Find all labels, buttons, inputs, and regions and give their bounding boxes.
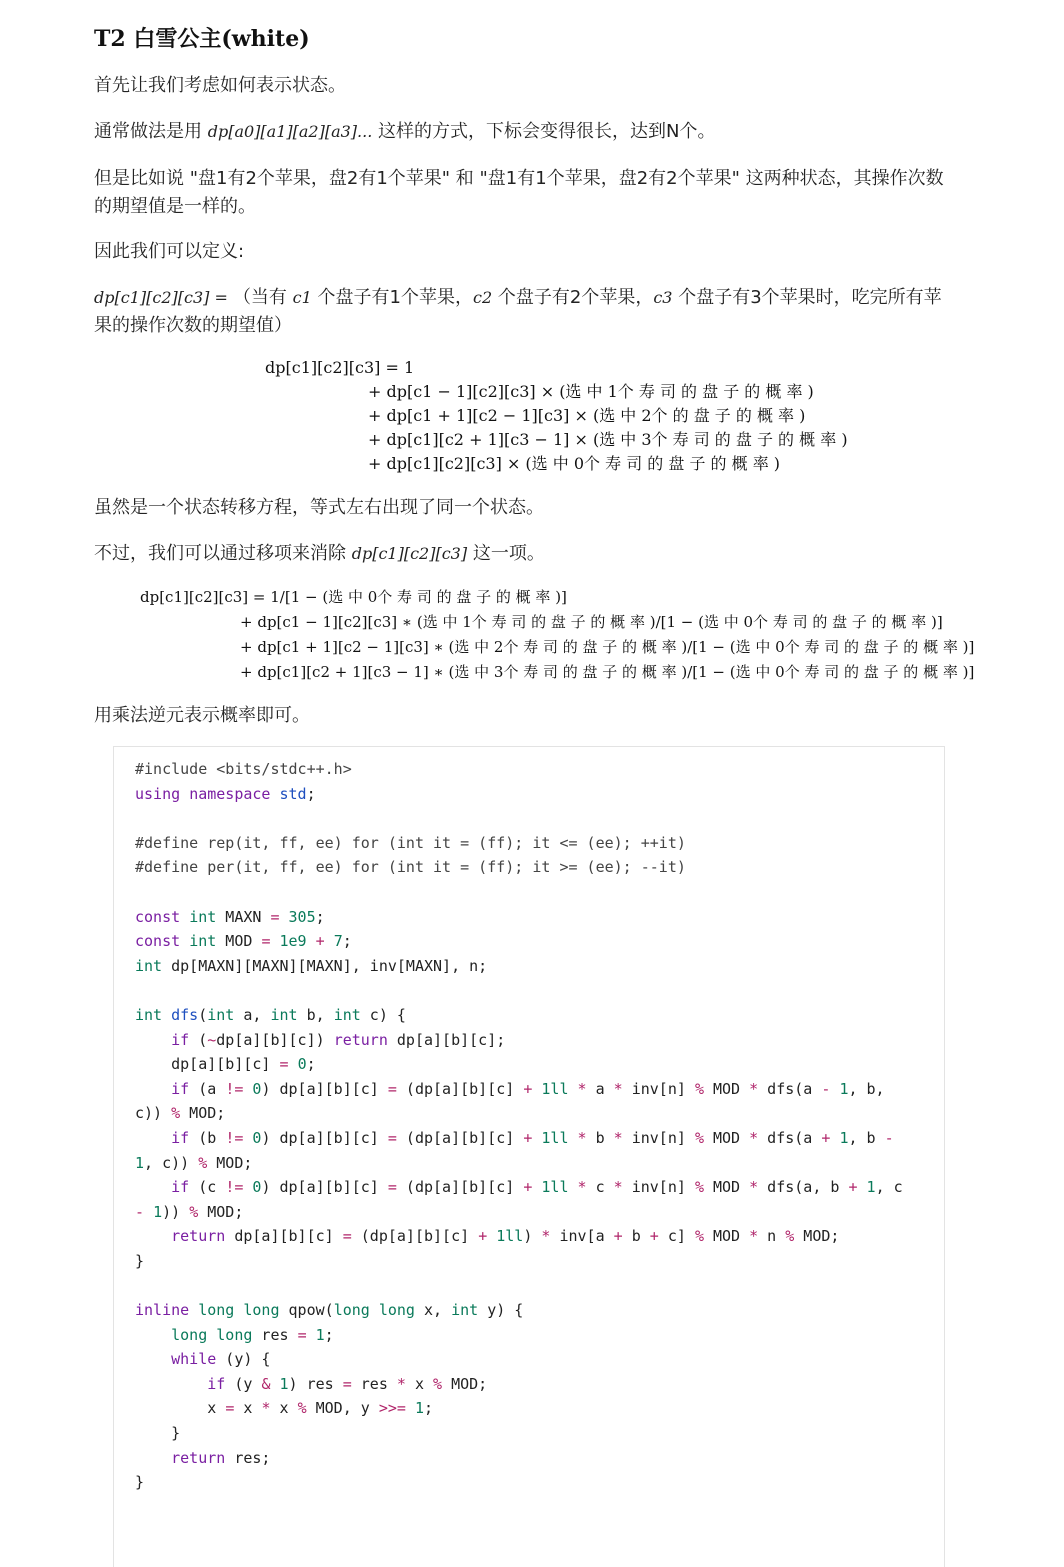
text: 个盘子有3个苹果时，吃完所有苹果的操作次数的期望值） (94, 287, 942, 336)
text: （当有 (232, 287, 293, 308)
text: 个盘子有2个苹果， (492, 287, 654, 308)
text: 这一项。 (467, 543, 545, 564)
math-inline: dp[c1][c2][c3] = (94, 288, 233, 307)
equation-line: + dp[c1][c2 + 1][c3 − 1] × (选 中 3个 寿 司 的 盘 子 的 概 率 ) (368, 430, 848, 449)
code-block[interactable] (113, 746, 945, 1567)
paragraph-state: 首先让我们考虑如何表示状态。 (94, 75, 346, 96)
equation-line: dp[c1][c2][c3] = 1 (265, 358, 415, 377)
paragraph-note: 虽然是一个状态转移方程，等式左右出现了同一个状态。 (94, 497, 544, 518)
text: 这样的方式，下标会变得很长，达到N个。 (372, 121, 716, 142)
paragraph-definition (94, 284, 954, 340)
text: 通常做法是用 (94, 121, 208, 142)
paragraph-eliminate (94, 540, 954, 568)
equation-line: + dp[c1 + 1][c2 − 1][c3] × (选 中 2个 的 盘 子 的 概 率 ) (368, 406, 806, 425)
paragraph-define: 因此我们可以定义: (94, 241, 245, 262)
equation-line: + dp[c1][c2 + 1][c3 − 1] ∗ (选 中 3个 寿 司 的 盘 子 的 概 率 )/[1 − (选 中 0个 寿 司 的 盘 子 的 概 率 )] (240, 663, 975, 681)
math-inline: dp[a0][a1][a2][a3]... (207, 122, 373, 141)
text: 不过，我们可以通过移项来消除 (94, 543, 352, 564)
paragraph-example: 但是比如说 "盘1有2个苹果，盘2有1个苹果" 和 "盘1有1个苹果，盘2有2个苹果" 这两种状态，其操作次数的期望值是一样的。 (94, 168, 944, 217)
math-inline: c3 (653, 288, 673, 307)
text: 个盘子有1个苹果， (311, 287, 473, 308)
equation-line: + dp[c1 + 1][c2 − 1][c3] ∗ (选 中 2个 寿 司 的 盘 子 的 概 率 )/[1 − (选 中 0个 寿 司 的 盘 子 的 概 率 )] (240, 638, 975, 656)
math-inline: c2 (473, 288, 493, 307)
code-content[interactable]: #include <bits/stdc++.h> using namespace std; #define rep(it, ff, ee) for (int it = (ff); it <= (ee); ++it) #define per(it, ff, ee) for (int it = (ff); it >= (ee); --it) const int MAXN = 305; const int MOD = 1e9 + 7; int dp[MAXN][MAXN][MAXN], inv[MAXN], n; int dfs(int a, int b, int c) { if (~dp[a][b][c]) return dp[a][b][c]; dp[a][b][c] = 0; if (a != 0) dp[a][b][c] = (dp[a][b][c] + 1ll * a * inv[n] % MOD * dfs(a - 1, b, c)) % MOD; if (b != 0) dp[a][b][c] = (dp[a][b][c] + 1ll * b * inv[n] % MOD * dfs(a + 1, b - 1, c)) % MOD; if (c != 0) dp[a][b][c] = (dp[a][b][c] + 1ll * c * inv[n] % MOD * dfs(a, b + 1, c - 1)) % MOD; return dp[a][b][c] = (dp[a][b][c] + 1ll) * inv[a + b + c] % MOD * n % MOD; } inline long long qpow(long long x, int y) { long long res = 1; while (y) { if (y & 1) res = res * x % MOD; x = x * x % MOD, y >>= 1; } return res; } (135, 760, 903, 1492)
paragraph-usual-approach (94, 118, 954, 146)
paragraph-inverse: 用乘法逆元表示概率即可。 (94, 705, 310, 726)
equation-line: dp[c1][c2][c3] = 1/[1 − (选 中 0个 寿 司 的 盘 子 的 概 率 )] (140, 588, 567, 606)
math-inline: dp[c1][c2][c3] (351, 544, 468, 563)
math-inline: c1 (292, 288, 312, 307)
equation-line: + dp[c1 − 1][c2][c3] × (选 中 1个 寿 司 的 盘 子 的 概 率 ) (368, 382, 814, 401)
equation-line: + dp[c1 − 1][c2][c3] ∗ (选 中 1个 寿 司 的 盘 子 的 概 率 )/[1 − (选 中 0个 寿 司 的 盘 子 的 概 率 )] (240, 613, 943, 631)
page-title: T2 白雪公主(white) (94, 26, 310, 52)
equation-line: + dp[c1][c2][c3] × (选 中 0个 寿 司 的 盘 子 的 概 率 ) (368, 454, 781, 473)
